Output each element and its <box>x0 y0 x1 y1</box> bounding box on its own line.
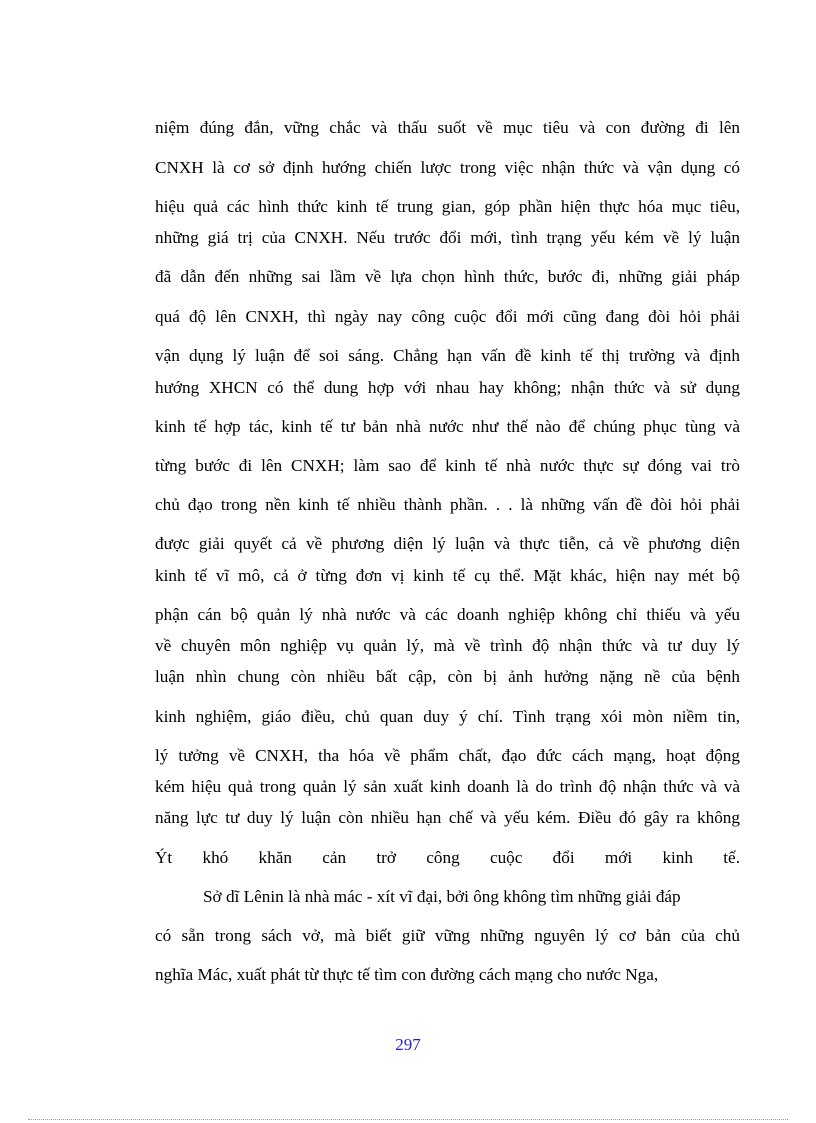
text-line: kinh nghiệm, giáo điều, chủ quan duy ý chí. Tình trạng xói mòn niềm tin, <box>155 707 740 726</box>
text-line: Ýt khó khăn cản trở công cuộc đổi mới kinh tế. <box>155 848 740 867</box>
page-bottom-divider <box>28 1119 788 1120</box>
text-line: đã dẫn đến những sai lầm về lựa chọn hình thức, bước đi, những giải pháp <box>155 267 740 286</box>
text-line: kém hiệu quả trong quản lý sản xuất kinh doanh là do trình độ nhận thức và và <box>155 777 740 796</box>
text-line: về chuyên môn nghiệp vụ quản lý, mà về trình độ nhận thức và tư duy lý <box>155 636 740 655</box>
text-line: vận dụng lý luận để soi sáng. Chẳng hạn vấn đề kinh tế thị trường và định <box>155 346 740 365</box>
text-line: kinh tế hợp tác, kinh tế tư bản nhà nước như thế nào để chúng phục tùng và <box>155 417 740 436</box>
text-line: được giải quyết cả về phương diện lý luận và thực tiễn, cả về phương diện <box>155 534 740 553</box>
text-line: luận nhìn chung còn nhiều bất cập, còn bị ảnh hưởng nặng nề của bệnh <box>155 667 740 686</box>
text-line: năng lực tư duy lý luận còn nhiều hạn chế và yếu kém. Điều đó gây ra không <box>155 808 740 827</box>
page-number: 297 <box>395 1035 421 1054</box>
text-line: CNXH là cơ sở định hướng chiến lược trong việc nhận thức và vận dụng có <box>155 158 740 177</box>
text-line: hiệu quả các hình thức kinh tế trung gian, góp phần hiện thực hóa mục tiêu, <box>155 197 740 216</box>
text-line: quá độ lên CNXH, thì ngày nay công cuộc đổi mới cũng đang đòi hỏi phải <box>155 307 740 326</box>
paragraph-first-line: Sở dĩ Lênin là nhà mác - xít vĩ đại, bởi ông không tìm những giải đáp <box>203 887 681 906</box>
text-line: kinh tế vĩ mô, cả ở từng đơn vị kinh tế cụ thể. Mặt khác, hiện nay mét bộ <box>155 566 740 585</box>
text-line: nghĩa Mác, xuất phát từ thực tế tìm con đường cách mạng cho nước Nga, <box>155 965 659 984</box>
text-line: chủ đạo trong nền kinh tế nhiều thành phần. . . là những vấn đề đòi hỏi phải <box>155 495 740 514</box>
text-line: có sẵn trong sách vở, mà biết giữ vững những nguyên lý cơ bản của chủ <box>155 926 740 945</box>
text-line: những giá trị của CNXH. Nếu trước đổi mới, tình trạng yếu kém về lý luận <box>155 228 740 247</box>
text-line: từng bước đi lên CNXH; làm sao để kinh tế nhà nước thực sự đóng vai trò <box>155 456 740 475</box>
text-line: niệm đúng đắn, vững chắc và thấu suốt về mục tiêu và con đường đi lên <box>155 118 740 137</box>
text-line: lý tưởng về CNXH, tha hóa về phẩm chất, đạo đức cách mạng, hoạt động <box>155 746 740 765</box>
text-line: phận cán bộ quản lý nhà nước và các doanh nghiệp không chỉ thiếu và yếu <box>155 605 740 624</box>
text-line: hướng XHCN có thể dung hợp với nhau hay không; nhận thức và sử dụng <box>155 378 740 397</box>
